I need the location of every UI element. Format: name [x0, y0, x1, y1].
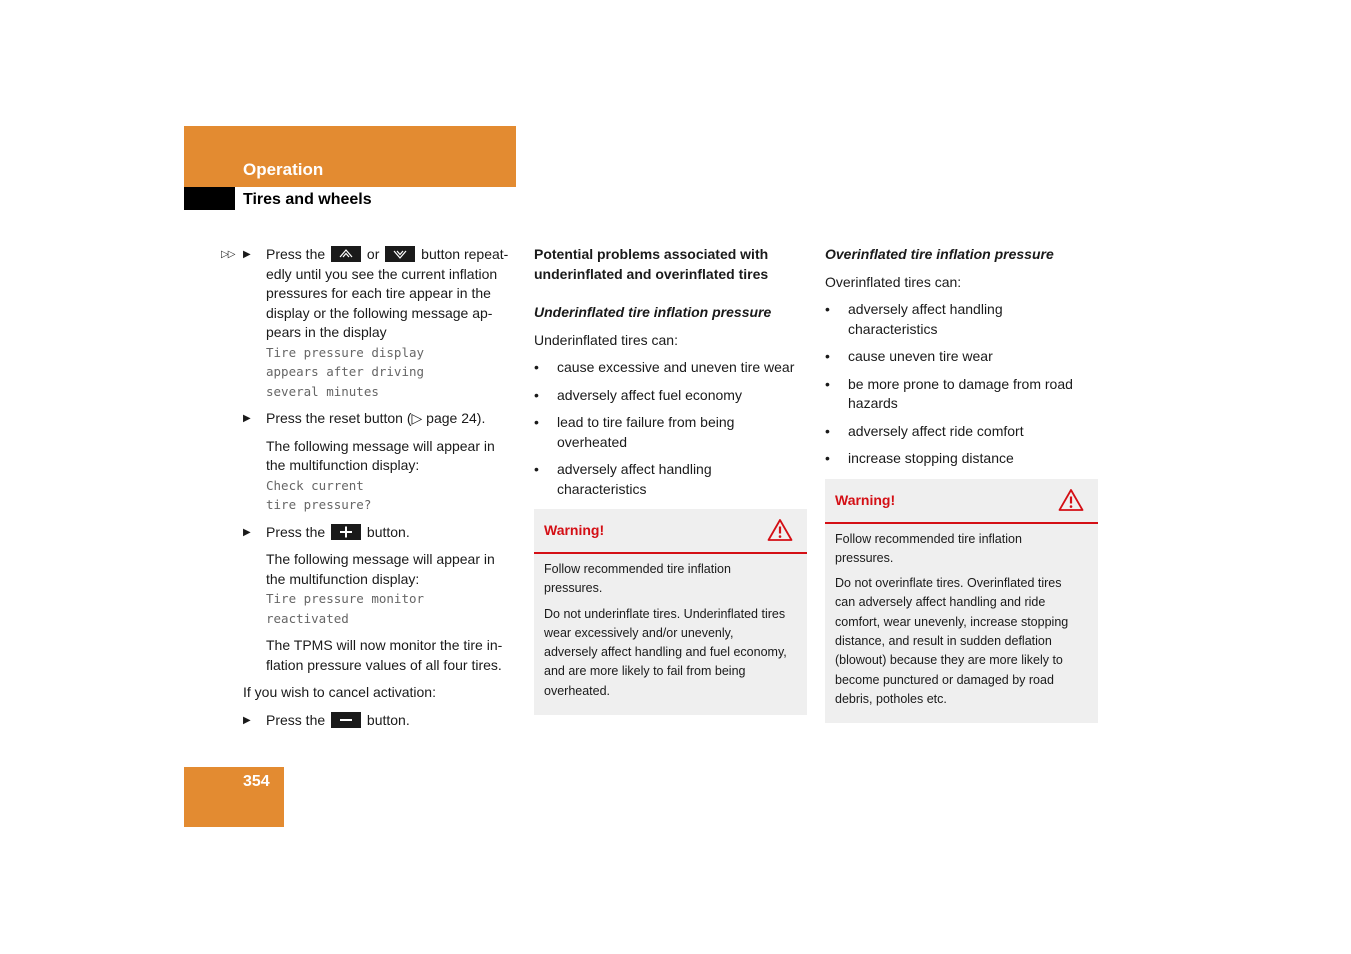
list-item: [534, 460, 807, 499]
warning-text: (blowout) because they are more likely to: [835, 653, 1063, 668]
step-text: the multifunction display:: [266, 457, 420, 473]
subheading: Overinflated tire inflation pressure: [825, 246, 1054, 262]
warning-text: Do not overinflate tires. Overinflated tires: [835, 576, 1062, 591]
bullet-icon: •: [534, 414, 539, 430]
list-text: adversely affect handling: [557, 461, 712, 477]
warning-paragraph: [835, 530, 1088, 569]
bullet-icon: •: [825, 301, 830, 317]
warning-text: adversely affect handling and fuel economy,: [544, 645, 787, 660]
heading-line: underinflated and overinflated tires: [534, 265, 769, 282]
bullet-icon: •: [825, 375, 830, 392]
bullet-icon: •: [534, 359, 539, 375]
section-heading: [534, 245, 807, 284]
step-arrow-icon: ▶: [243, 714, 251, 726]
display-message: tire pressure?: [266, 497, 372, 512]
instructions-column: [221, 245, 523, 738]
warning-paragraph: [835, 574, 1088, 709]
list-text: adversely affect fuel economy: [557, 386, 742, 403]
display-message: Check current: [266, 477, 364, 493]
plus-button-icon: [331, 524, 361, 540]
warning-text: and are more likely to fail from being: [544, 664, 746, 679]
step-text: button repeat-: [421, 246, 509, 262]
bullet-icon: •: [825, 348, 830, 364]
step-text: edly until you see the current inflation: [266, 265, 498, 282]
list-item: [825, 422, 1098, 442]
minus-button-icon: [331, 712, 361, 728]
overinflated-column: [825, 245, 1098, 723]
step-text: The following message will appear in: [266, 551, 495, 567]
warning-title: Warning!: [835, 491, 896, 508]
page-number: 354: [243, 773, 270, 790]
warning-text: wear excessively and/or unevenly,: [544, 625, 734, 640]
step-text: The following message will appear in: [266, 437, 495, 454]
list-item: [534, 413, 807, 452]
step-2-result: [243, 437, 523, 515]
bullet-icon: •: [825, 450, 830, 466]
up-button-icon: [331, 246, 361, 262]
list-item: [825, 375, 1098, 414]
warning-text: become punctured or damaged by road: [835, 672, 1054, 687]
warning-box: [825, 479, 1098, 724]
cancel-intro: If you wish to cancel activation:: [243, 684, 436, 700]
subheading: Underinflated tire inflation pressure: [534, 304, 772, 320]
warning-triangle-icon: [767, 518, 793, 547]
warning-text: Follow recommended tire inflation: [544, 562, 731, 576]
display-message: Tire pressure display: [266, 344, 425, 360]
bullet-icon: •: [825, 422, 830, 439]
display-message: reactivated: [266, 610, 349, 626]
warning-text: overheated.: [544, 683, 611, 698]
warning-title: Warning!: [544, 522, 605, 538]
warning-text: comfort, wear unevenly, increase stopping: [835, 614, 1069, 629]
step-text: pears in the display: [266, 324, 387, 340]
warning-paragraph: [544, 560, 797, 599]
list-text: lead to tire failure from being: [557, 414, 735, 430]
step-text: Press the: [266, 711, 326, 728]
underinflated-column: [534, 245, 807, 715]
step-arrow-icon: ▶: [243, 413, 251, 424]
list-text: increase stopping distance: [848, 450, 1014, 466]
section-title: Operation: [243, 160, 324, 179]
step-text: display or the following message ap-: [266, 304, 493, 321]
list-text: characteristics: [848, 320, 938, 337]
warning-text: Follow recommended tire inflation: [835, 531, 1022, 546]
intro-text: Underinflated tires can:: [534, 331, 678, 348]
list-text: cause excessive and uneven tire wear: [557, 359, 795, 375]
step-text: or: [366, 246, 380, 262]
warning-text: pressures.: [835, 550, 894, 565]
step-text: the multifunction display:: [266, 570, 420, 587]
warning-text: pressures.: [544, 581, 603, 596]
step-text: flation pressure values of all four tires.: [266, 656, 502, 673]
list-text: be more prone to damage from road: [848, 375, 1073, 392]
step-1: [221, 245, 523, 401]
intro-text: Overinflated tires can:: [825, 273, 962, 290]
list-text: overheated: [557, 433, 628, 450]
step-text: Press the: [266, 523, 326, 540]
step-2: [243, 409, 523, 429]
warning-text: can adversely affect handling and ride: [835, 595, 1046, 610]
step-text: Press the reset button (▷ page 24).: [266, 410, 486, 426]
warning-header: [825, 479, 1098, 524]
warning-text: distance, and result in sudden deflation: [835, 633, 1052, 648]
step-text: button.: [366, 523, 410, 540]
bullet-icon: •: [534, 461, 539, 477]
list-text: characteristics: [557, 480, 647, 497]
step-text: button.: [366, 711, 410, 728]
step-3: [243, 523, 523, 543]
step-text: Press the: [266, 246, 326, 262]
list-text: hazards: [848, 395, 898, 411]
list-item: [534, 358, 807, 378]
warning-triangle-icon: [1058, 488, 1084, 517]
down-button-icon: [385, 246, 415, 262]
list-item: [534, 386, 807, 406]
heading-line: Potential problems associated with: [534, 246, 769, 262]
step-4: [243, 711, 523, 731]
step-arrow-icon: ▶: [243, 526, 251, 538]
warning-text: Do not underinflate tires. Underinflated tires: [544, 606, 786, 621]
header-black-tab: [184, 187, 235, 210]
list-text: adversely affect ride comfort: [848, 422, 1024, 439]
warning-header: [534, 509, 807, 554]
list-item: [825, 300, 1098, 339]
bullet-icon: •: [534, 386, 539, 403]
header-bar: [184, 126, 516, 187]
step-3-result: [243, 550, 523, 628]
display-message: several minutes: [266, 383, 379, 399]
warning-box: [534, 509, 807, 715]
step-arrow-icon: ▶: [243, 249, 251, 260]
bullet-list: [534, 358, 807, 499]
list-item: [825, 449, 1098, 469]
list-text: cause uneven tire wear: [848, 348, 993, 364]
list-text: adversely affect handling: [848, 301, 1003, 317]
warning-body: [534, 554, 807, 715]
step-text: The TPMS will now monitor the tire in-: [266, 637, 503, 653]
warning-body: [825, 524, 1098, 724]
warning-text: debris, potholes etc.: [835, 691, 947, 706]
warning-paragraph: [544, 605, 797, 701]
step-text: pressures for each tire appear in the: [266, 285, 491, 301]
tpms-note: [243, 636, 523, 675]
display-message: appears after driving: [266, 364, 425, 379]
display-message: Tire pressure monitor: [266, 591, 425, 606]
continue-arrows-icon: ▷▷: [221, 249, 235, 260]
subsection-title: Tires and wheels: [243, 191, 372, 208]
bullet-list: [825, 300, 1098, 469]
list-item: [825, 347, 1098, 367]
